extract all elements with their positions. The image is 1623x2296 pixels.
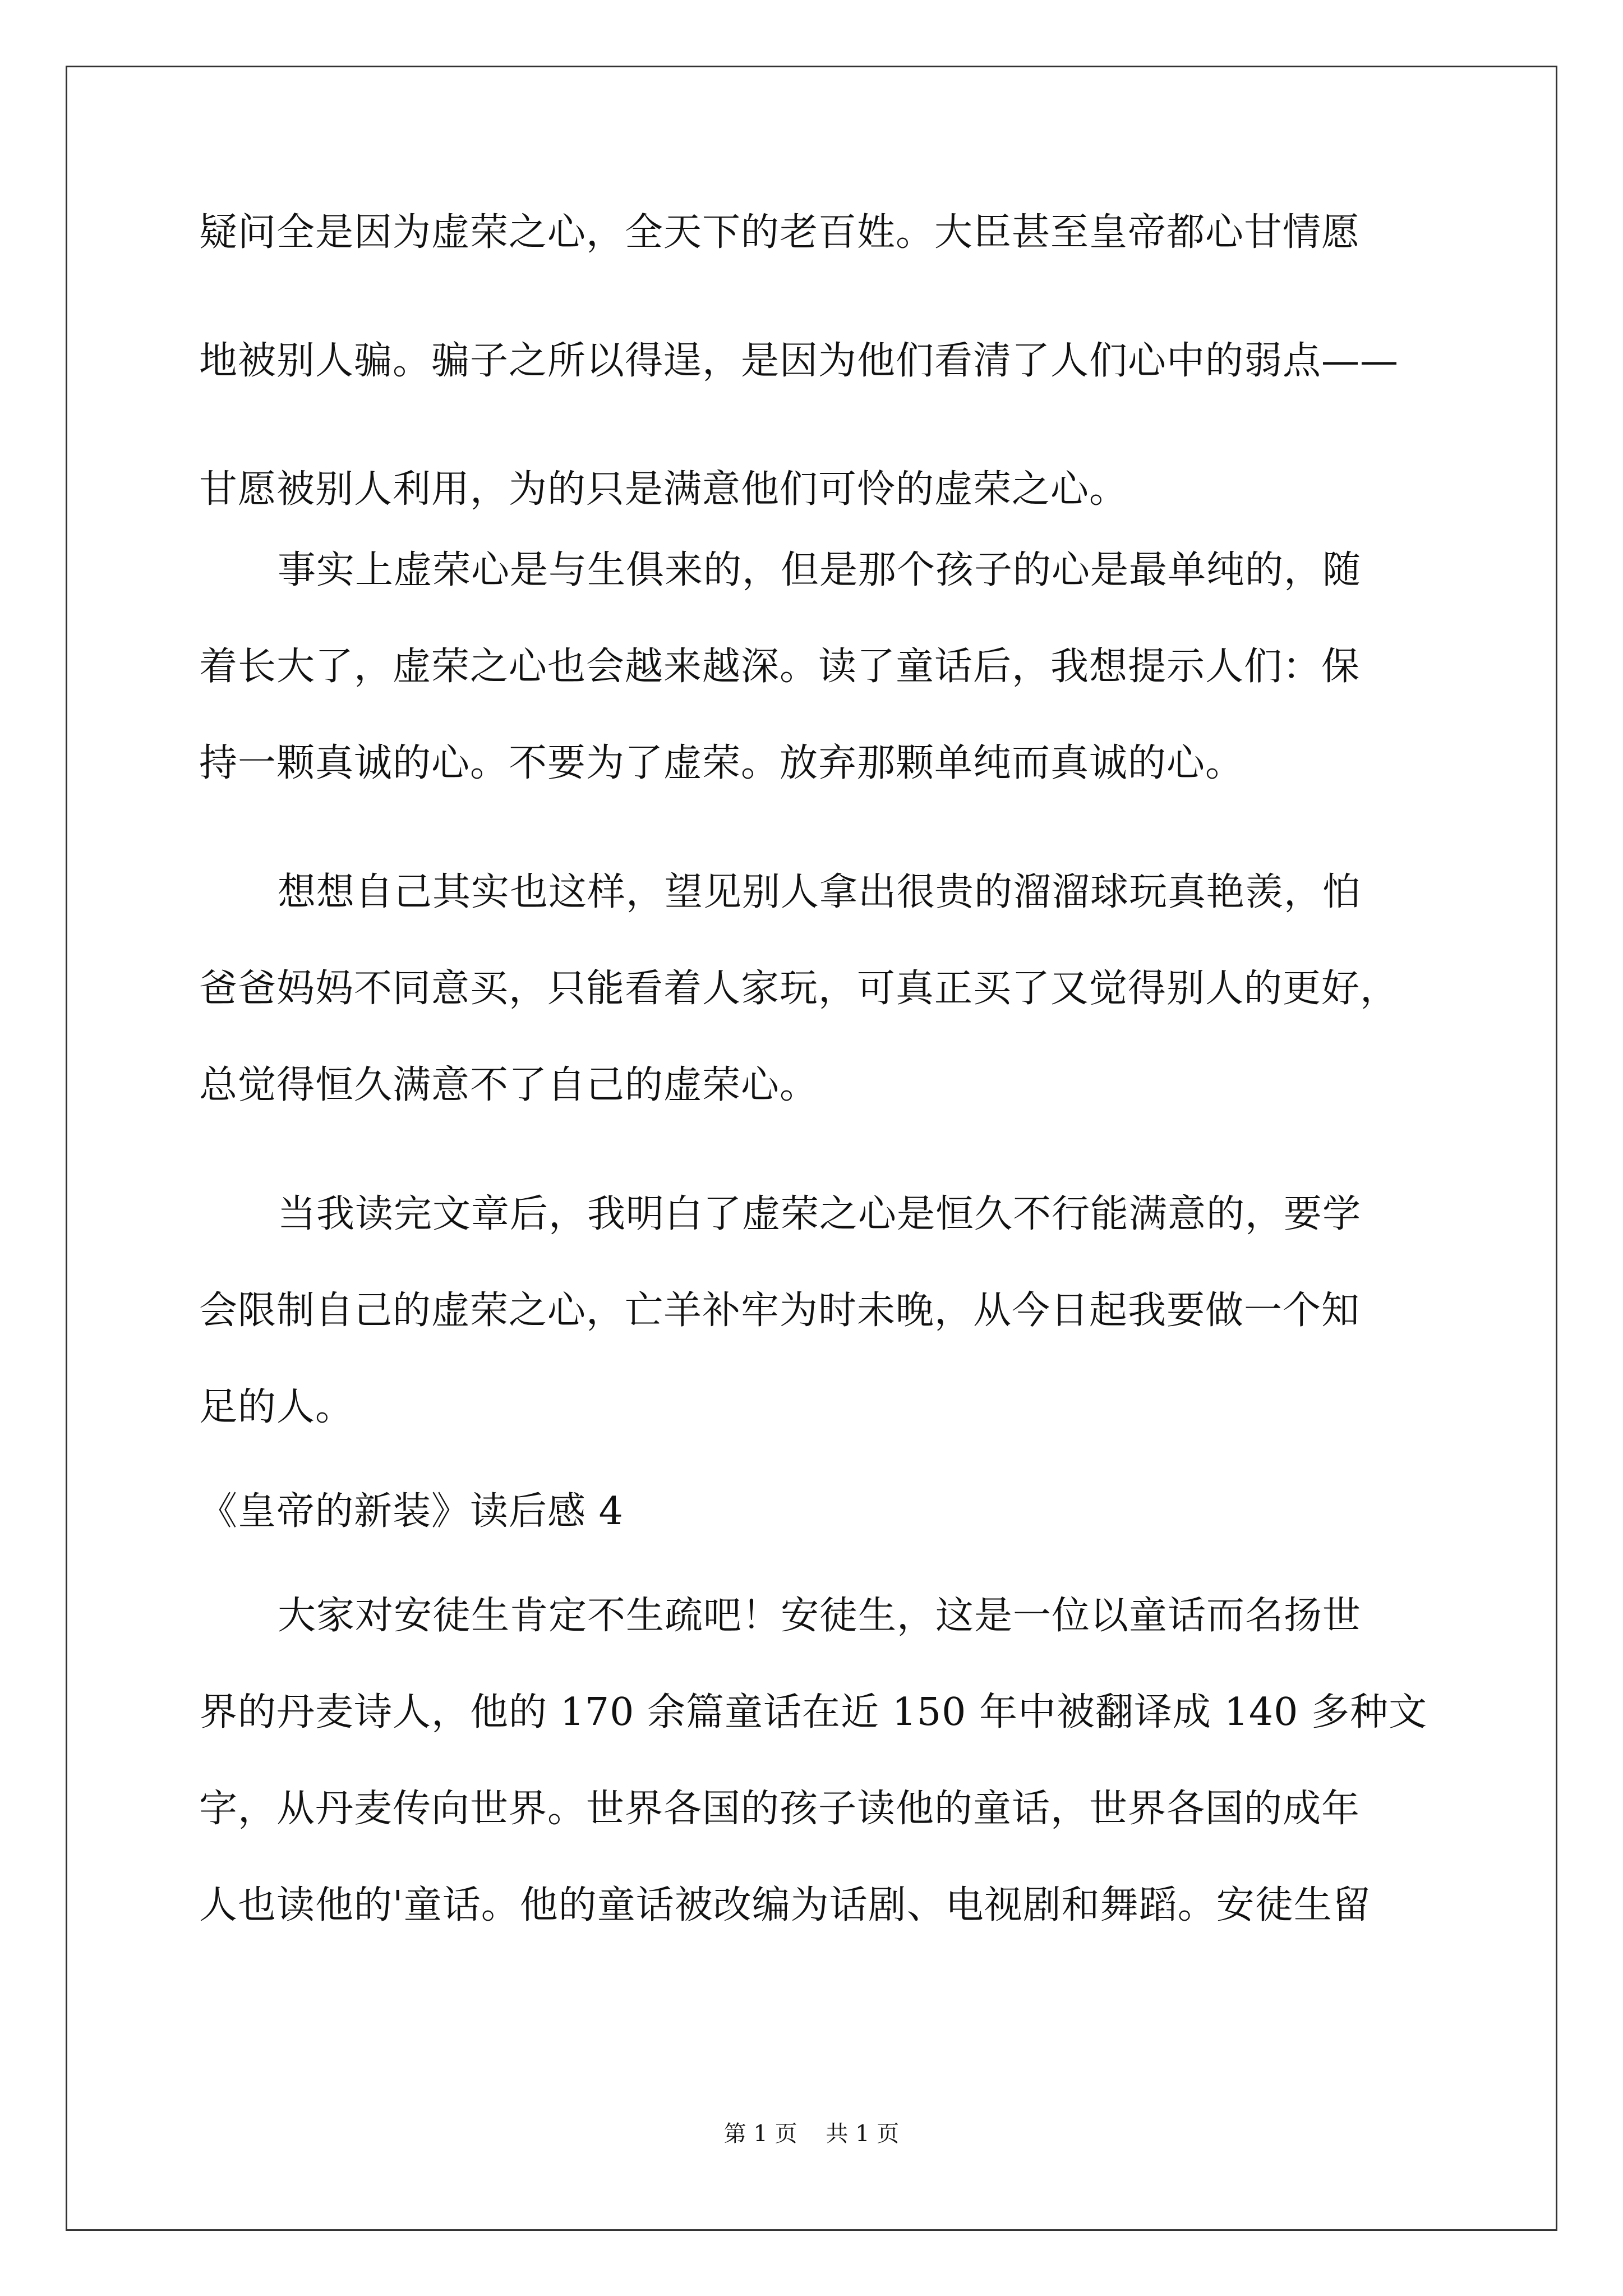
text-line: 足的人。: [199, 1385, 354, 1429]
text-line: 爸爸妈妈不同意买，只能看着人家玩，可真正买了又觉得别人的更好，: [199, 967, 1399, 1011]
text-line: 会限制自己的虚荣之心，亡羊补牢为时未晚，从今日起我要做一个知: [199, 1289, 1361, 1333]
text-line: 着长大了，虚荣之心也会越来越深。读了童话后，我想提示人们：保: [199, 645, 1361, 689]
text-line: 地被别人骗。骗子之所以得逞，是因为他们看清了人们心中的弱点——: [199, 339, 1399, 383]
text-line: 总觉得恒久满意不了自己的虚荣心。: [199, 1063, 819, 1107]
page-footer: 第 1 页 共 1 页: [723, 2121, 900, 2147]
text-line: 疑问全是因为虚荣之心，全天下的老百姓。大臣甚至皇帝都心甘情愿: [199, 210, 1361, 255]
section-heading: 《皇帝的新装》读后感 4: [199, 1489, 624, 1534]
text-line: 当我读完文章后，我明白了虚荣之心是恒久不行能满意的，要学: [278, 1192, 1362, 1236]
text-line: 甘愿被别人利用，为的只是满意他们可怜的虚荣之心。: [199, 467, 1128, 512]
text-line: 事实上虚荣心是与生俱来的，但是那个孩子的心是最单纯的，随: [278, 548, 1362, 592]
text-line: 人也读他的'童话。他的童话被改编为话剧、电视剧和舞蹈。安徒生留: [199, 1883, 1371, 1927]
text-line: 持一颗真诚的心。不要为了虚荣。放弃那颗单纯而真诚的心。: [199, 741, 1244, 785]
text-line: 界的丹麦诗人，他的 170 余篇童话在近 150 年中被翻译成 140 多种文: [199, 1690, 1428, 1734]
text-line: 字，从丹麦传向世界。世界各国的孩子读他的童话，世界各国的成年: [199, 1787, 1361, 1831]
text-line: 想想自己其实也这样，望见别人拿出很贵的溜溜球玩真艳羡，怕: [278, 870, 1362, 914]
text-line: 大家对安徒生肯定不生疏吧！安徒生，这是一位以童话而名扬世: [278, 1594, 1362, 1638]
